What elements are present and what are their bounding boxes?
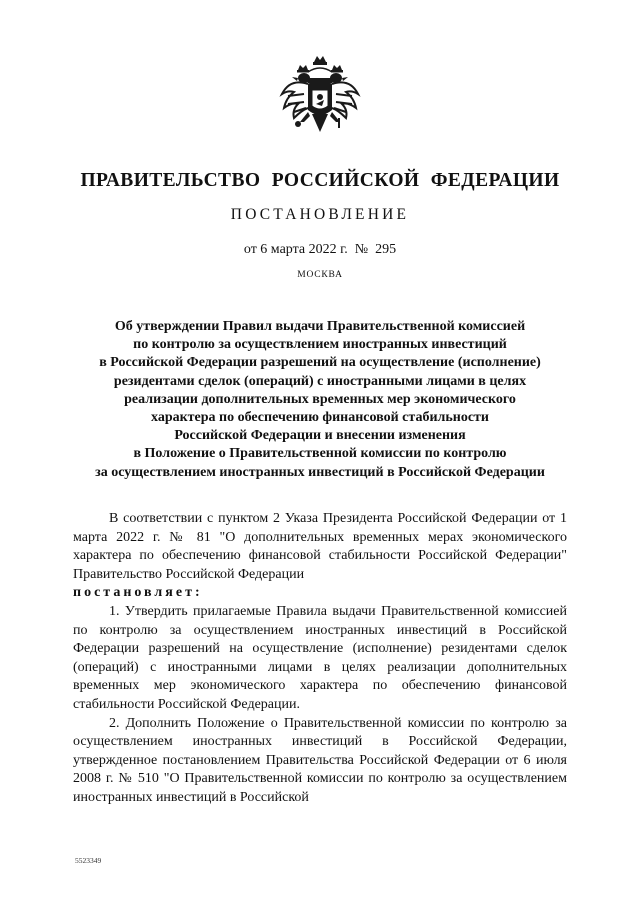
document-type: ПОСТАНОВЛЕНИЕ: [230, 206, 410, 223]
heading-line: за осуществлением иностранных инвестиций в Российской Федерации: [95, 464, 545, 480]
heading-line: в Российской Федерации разрешений на осуществление (исполнение): [99, 355, 541, 371]
government-title: ПРАВИТЕЛЬСТВО РОССИЙСКОЙ ФЕДЕРАЦИИ: [80, 170, 560, 191]
document-heading: [72, 318, 568, 482]
preamble-text: В соответствии с пунктом 2 Указа Президента Российской Федерации от 1 марта 2022 г. № 81 "О дополнительных временных мерах экономического характера по обеспечению финансовой стабильности Российской Федерации" Правительство Российской Федерации: [73, 511, 567, 582]
heading-line: реализации дополнительных временных мер экономического: [124, 391, 516, 407]
russian-coat-of-arms-icon: [274, 48, 366, 144]
heading-line: по контролю за осуществлением иностранных инвестиций: [133, 337, 507, 353]
resolves-paragraph: [73, 584, 567, 603]
document-code: 5523349: [75, 856, 102, 865]
document-date: от 6 марта 2022 г. № 295: [243, 242, 397, 257]
heading-line: Об утверждении Правил выдачи Правительственной комиссией: [114, 319, 526, 334]
heading-line: в Положение о Правительственной комиссии по контролю: [133, 446, 507, 462]
resolves-keyword: постановляет:: [73, 585, 203, 601]
item-1-paragraph: 1. Утвердить прилагаемые Правила выдачи Правительственной комиссией по контролю за осуществлением иностранных инвестиций в Российской Федерации разрешений на осуществление (исполнение) резидентами сделок (операций) с иностранными лицами в целях реализации дополнительных временных мер экономического характера по обеспечению финансовой стабильности Российской Федерации.: [73, 603, 567, 712]
document-city: МОСКВА: [297, 270, 343, 280]
document-body: [73, 510, 567, 808]
heading-line: характера по обеспечению финансовой стабильности: [151, 410, 489, 426]
heading-line: резидентами сделок (операций) с иностранными лицами в целях: [113, 373, 527, 389]
heading-line: Российской Федерации и внесении изменения: [174, 428, 466, 444]
item-2-paragraph: 2. Дополнить Положение о Правительственной комиссии по контролю за осуществлением иностранных инвестиций в Российской Федерации, утвержденное постановлением Правительства Российской Федерации от 6 июля 2008 г. № 510 "О Правительственной комиссии по контролю за осуществлением иностранных инвестиций в Российской: [73, 715, 567, 805]
preamble-paragraph: [73, 510, 567, 584]
